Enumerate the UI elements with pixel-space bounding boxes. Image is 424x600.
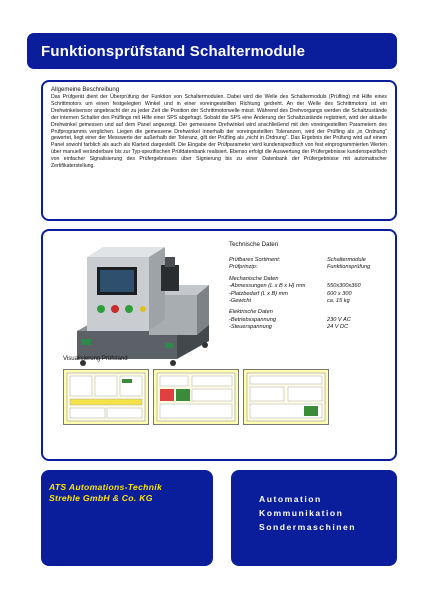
description-box — [41, 80, 397, 221]
spec-row — [229, 291, 391, 298]
services-box — [231, 470, 397, 566]
company-name-line: Strehle GmbH & Co. KG — [49, 493, 153, 503]
spec-value: Schaltermodule — [327, 257, 366, 263]
hmi-screen-graphic — [64, 370, 148, 424]
page-header — [27, 33, 397, 69]
spec-value: 24 V DC — [327, 324, 349, 331]
spec-value: ca. 15 kg — [327, 297, 350, 304]
spec-label: -Abmessungen (L x B x H) mm — [229, 283, 306, 290]
spec-label: Prüfprinzip: — [229, 264, 258, 271]
spec-value: 600 x 300 — [327, 290, 352, 297]
spec-label: -Platzbedarf (L x B) mm — [229, 290, 288, 297]
service-item: Automation — [259, 494, 322, 504]
mechanical-title: Mechanische Daten — [229, 275, 279, 282]
spec-label: -Betriebsspannung — [229, 316, 276, 323]
service-item: Kommunikation — [259, 508, 344, 518]
visualization-label: Visualisierung Prüfstand — [63, 356, 128, 362]
spec-value: Funktionsprüfung — [327, 264, 371, 271]
spec-row — [229, 257, 391, 264]
spec-label: -Gewicht — [229, 297, 252, 304]
spec-value: 230 V AC — [327, 316, 351, 323]
company-box — [41, 470, 213, 566]
company-name-line: ATS Automations-Technik — [49, 482, 163, 492]
spec-row — [229, 324, 391, 331]
hmi-screenshot — [63, 369, 149, 425]
spec-label: -Steuerspannung — [229, 324, 272, 331]
technical-title: Technische Daten — [229, 241, 279, 248]
spec-row — [229, 264, 391, 271]
spec-row — [229, 317, 391, 324]
hmi-screen-graphic — [154, 370, 238, 424]
service-item: Sondermaschinen — [259, 522, 356, 532]
spec-row — [229, 283, 391, 290]
spec-row — [229, 298, 391, 305]
page-title: Funktionsprüfstand Schaltermodule — [41, 42, 306, 60]
description-heading: Allgemeine Beschreibung — [51, 87, 120, 93]
hmi-screenshot — [153, 369, 239, 425]
technical-data — [229, 241, 391, 332]
product-box — [41, 229, 397, 461]
spec-label: Prüfbares Sortiment: — [229, 257, 281, 263]
hmi-screenshot — [243, 369, 329, 425]
description-body: Das Prüfgerät dient der Überprüfung der Funktion von Schaltermodulen. Dabei wird die Welle des Schaltermoduls (Prüfling) mit Hilfe eines Schrittmotors um einen festgelegten Winkel und in einer voreingestellten Richtung gedreht. An der Welle des Schrittmotors ist ein Drehwinkelsensor angebracht der zu jeder Zeit die Position der Schrittmotorwelle misst. Während des Drehvorgangs werden die Schaltzustände der internen Schalter des Prüflings mit Hilfe einer SPS abgefragt. Sobald die SPS eine Änderung der Schaltzustände registriert, wird der aktuelle Drehwinkel gemessen und auf dem Panel angezeigt. Der gemessene Drehwinkel wird anschließend mit den voreingestellten Parametern des Prüfprogramms verglichen. Liegen die gemessene Drehwinkel innerhalb der voreingestellten Toleranzen, wird der Prüfling als „in Ordnung“ gewertet, liegt einer der Messwerte der außerhalb der Toleranz, gilt der Prüfling als „nicht in Ordnung“. Das Ergebnis der Prüfung wird auf einem Panel sowohl farblich als auch als Klartext dargestellt. Die Eingabe der Prüfparameter wird kundenspezifisch von fest einprogrammierten Werten über manuell veränderbare bis zur Typ-spezifischen Prüfdatenbank realisiert. Ebenso erfolgt die Auswertung der Prüfergebnisse kundenspezifisch von einfacher Signalisierung des Prüfergebnisses über Signierung bis zu einer Datenbank der Prüfergebnisse mit automatischer Zertifikaterstellung. — [51, 94, 387, 170]
spec-value: 550x300x360 — [327, 283, 361, 290]
hmi-screen-graphic — [244, 370, 328, 424]
electrical-title: Elektrische Daten — [229, 309, 273, 316]
